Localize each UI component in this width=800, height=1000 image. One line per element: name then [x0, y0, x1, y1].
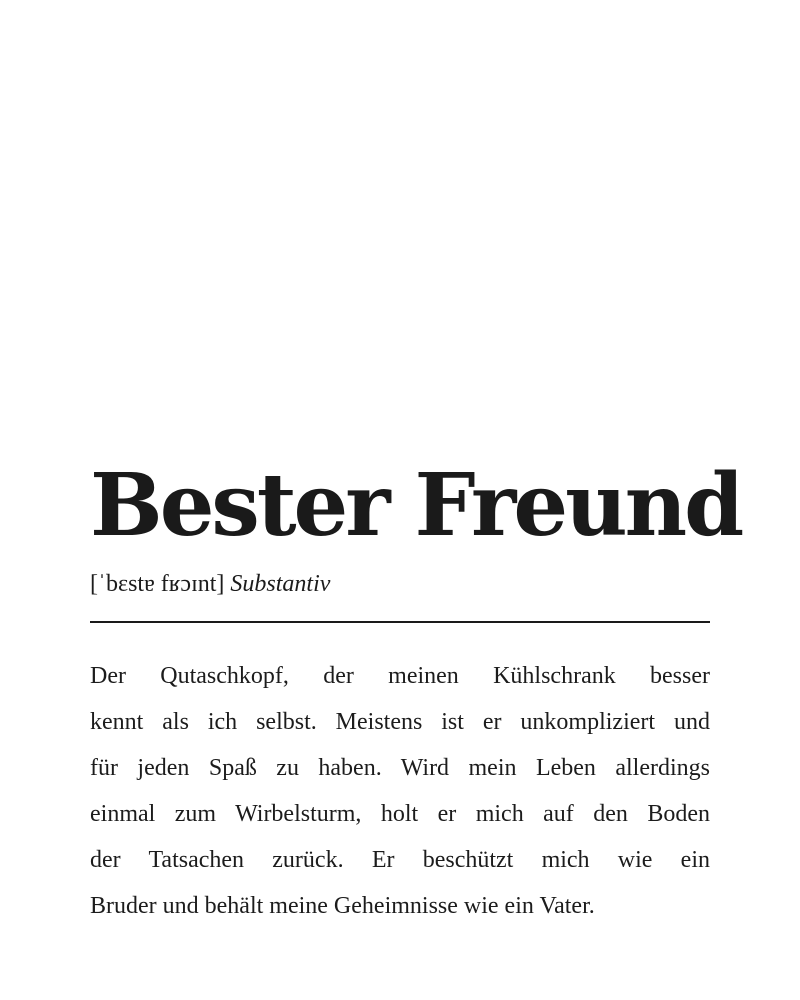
dictionary-entry	[90, 452, 742, 929]
part-of-speech: Substantiv	[230, 571, 331, 597]
divider-rule	[90, 621, 710, 623]
definition-line: für jeden Spaß zu haben. Wird mein Leben allerdings	[90, 755, 710, 781]
definition-line: Der Qutaschkopf, der meinen Kühlschrank besser	[90, 663, 710, 689]
pronunciation: [ˈbɛstɐ fʁɔɪnt]	[90, 571, 225, 597]
definition-line: der Tatsachen zurück. Er beschützt mich wie ein	[90, 847, 710, 873]
definition-line: Bruder und behält meine Geheimnisse wie ein Vater.	[90, 893, 595, 919]
headword: Bester Freund	[90, 455, 742, 556]
definition-line: kennt als ich selbst. Meistens ist er unkompliziert und	[90, 709, 710, 735]
definition-text	[90, 653, 710, 929]
definition-line: einmal zum Wirbelsturm, holt er mich auf den Boden	[90, 801, 710, 827]
pronunciation-line	[90, 568, 710, 600]
